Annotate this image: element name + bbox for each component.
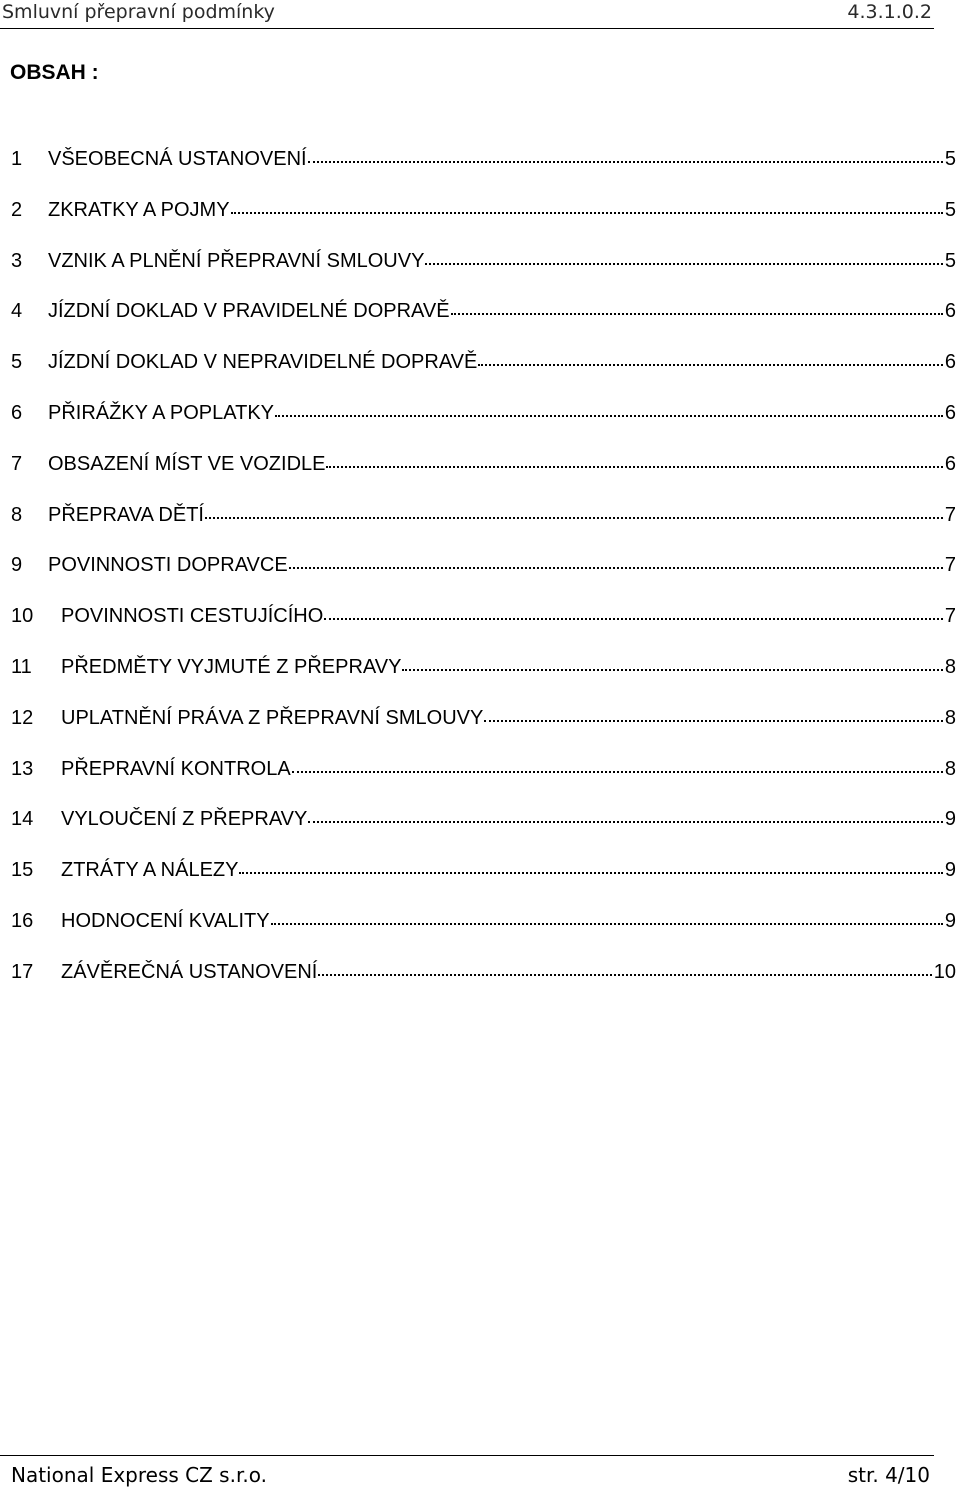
- toc-entry[interactable]: [11, 145, 956, 196]
- toc-entry-number: 13: [11, 757, 34, 780]
- toc-entry[interactable]: [11, 958, 956, 1009]
- toc-dot-leader: [318, 956, 931, 976]
- toc-entry-number: 4: [11, 300, 23, 323]
- toc-entry-title: ZKRATKY A POJMY: [48, 198, 230, 221]
- toc-dot-leader: [205, 499, 943, 519]
- toc-entry-title: JÍZDNÍ DOKLAD V PRAVIDELNÉ DOPRAVĚ: [48, 300, 450, 323]
- toc-entry-number: 16: [11, 909, 34, 932]
- toc-dot-leader: [239, 854, 942, 874]
- toc-entry-page: 8: [944, 655, 956, 678]
- toc-dot-leader: [326, 448, 942, 468]
- toc-entry[interactable]: [11, 196, 956, 247]
- page-footer: [0, 1455, 934, 1490]
- toc-entry-number: 2: [11, 198, 23, 221]
- toc-dot-leader: [275, 397, 943, 417]
- toc-entry-title: PŘEPRAVA DĚTÍ: [48, 503, 204, 526]
- toc-entry-title: POVINNOSTI CESTUJÍCÍHO: [61, 605, 324, 628]
- toc-entry-page: 7: [944, 605, 956, 628]
- page-header: [0, 0, 934, 29]
- toc-dot-leader: [451, 295, 943, 315]
- toc-entry-title: VZNIK A PLNĚNÍ PŘEPRAVNÍ SMLOUVY: [48, 249, 425, 272]
- toc-entry-title: POVINNOSTI DOPRAVCE: [48, 554, 288, 577]
- toc-entry[interactable]: [11, 907, 956, 958]
- toc-dot-leader: [231, 194, 943, 214]
- toc-dot-leader: [289, 549, 943, 569]
- toc-entry-number: 17: [11, 960, 34, 983]
- toc-entry[interactable]: [11, 805, 956, 856]
- toc-entry-page: 10: [933, 960, 956, 983]
- toc-entry-number: 15: [11, 859, 34, 882]
- toc-dot-leader: [292, 753, 943, 773]
- toc-entry-page: 6: [944, 452, 956, 475]
- toc-entry-number: 14: [11, 808, 34, 831]
- toc-entry-title: PŘIRÁŽKY A POPLATKY: [48, 401, 275, 424]
- toc-entry[interactable]: [11, 501, 956, 552]
- toc-entry-title: ZTRÁTY A NÁLEZY: [61, 859, 239, 882]
- toc-entry-number: 11: [11, 655, 32, 678]
- toc-entry-number: 12: [11, 706, 34, 729]
- toc-dot-leader: [308, 143, 943, 163]
- toc-entry[interactable]: [11, 247, 956, 298]
- toc-entry[interactable]: [11, 450, 956, 501]
- toc-entry-page: 5: [944, 198, 956, 221]
- toc-entry[interactable]: [11, 704, 956, 755]
- toc-entry-page: 7: [944, 554, 956, 577]
- toc-entry-page: 6: [944, 401, 956, 424]
- toc-entry[interactable]: [11, 856, 956, 907]
- document-title: Smluvní přepravní podmínky: [2, 1, 275, 23]
- toc-entry[interactable]: [11, 348, 956, 399]
- toc-entry-number: 7: [11, 452, 23, 475]
- toc-entry-page: 5: [944, 249, 956, 272]
- table-of-contents: [11, 145, 956, 1009]
- toc-entry-number: 8: [11, 503, 23, 526]
- toc-entry-number: 5: [11, 351, 23, 374]
- toc-entry-page: 6: [944, 351, 956, 374]
- toc-entry-title: PŘEPRAVNÍ KONTROLA: [61, 757, 291, 780]
- toc-entry-page: 6: [944, 300, 956, 323]
- toc-entry-title: ZÁVĚREČNÁ USTANOVENÍ: [61, 960, 318, 983]
- toc-entry-number: 6: [11, 401, 23, 424]
- toc-dot-leader: [425, 245, 942, 265]
- toc-dot-leader: [324, 600, 943, 620]
- toc-entry[interactable]: [11, 399, 956, 450]
- toc-entry-page: 8: [944, 757, 956, 780]
- toc-entry[interactable]: [11, 297, 956, 348]
- toc-entry[interactable]: [11, 755, 956, 806]
- toc-entry-number: 10: [11, 605, 34, 628]
- company-name: National Express CZ s.r.o.: [11, 1463, 267, 1487]
- toc-entry-page: 9: [944, 859, 956, 882]
- toc-entry-number: 9: [11, 554, 23, 577]
- toc-entry-page: 8: [944, 706, 956, 729]
- toc-entry-page: 9: [944, 909, 956, 932]
- toc-entry-title: VYLOUČENÍ Z PŘEPRAVY: [61, 808, 308, 831]
- toc-entry[interactable]: [11, 653, 956, 704]
- toc-entry-title: VŠEOBECNÁ USTANOVENÍ: [48, 148, 307, 170]
- toc-dot-leader: [484, 702, 943, 722]
- toc-dot-leader: [271, 905, 943, 925]
- toc-entry-number: 3: [11, 249, 23, 272]
- toc-dot-leader: [402, 651, 942, 671]
- toc-entry-title: JÍZDNÍ DOKLAD V NEPRAVIDELNÉ DOPRAVĚ: [48, 351, 478, 374]
- toc-entry[interactable]: [11, 551, 956, 602]
- toc-entry-title: OBSAZENÍ MÍST VE VOZIDLE: [48, 452, 326, 475]
- toc-heading: OBSAH :: [10, 61, 99, 84]
- toc-entry-title: UPLATNĚNÍ PRÁVA Z PŘEPRAVNÍ SMLOUVY: [61, 706, 484, 729]
- toc-entry[interactable]: [11, 602, 956, 653]
- toc-entry-page: 5: [944, 148, 956, 170]
- page-number: str. 4/10: [847, 1463, 930, 1487]
- document-version: 4.3.1.0.2: [847, 1, 932, 23]
- toc-entry-page: 9: [944, 808, 956, 831]
- toc-entry-title: HODNOCENÍ KVALITY: [61, 909, 270, 932]
- toc-dot-leader: [308, 803, 943, 823]
- toc-entry-number: 1: [11, 148, 23, 170]
- toc-dot-leader: [478, 346, 943, 366]
- toc-entry-page: 7: [944, 503, 956, 526]
- toc-entry-title: PŘEDMĚTY VYJMUTÉ Z PŘEPRAVY: [61, 655, 402, 678]
